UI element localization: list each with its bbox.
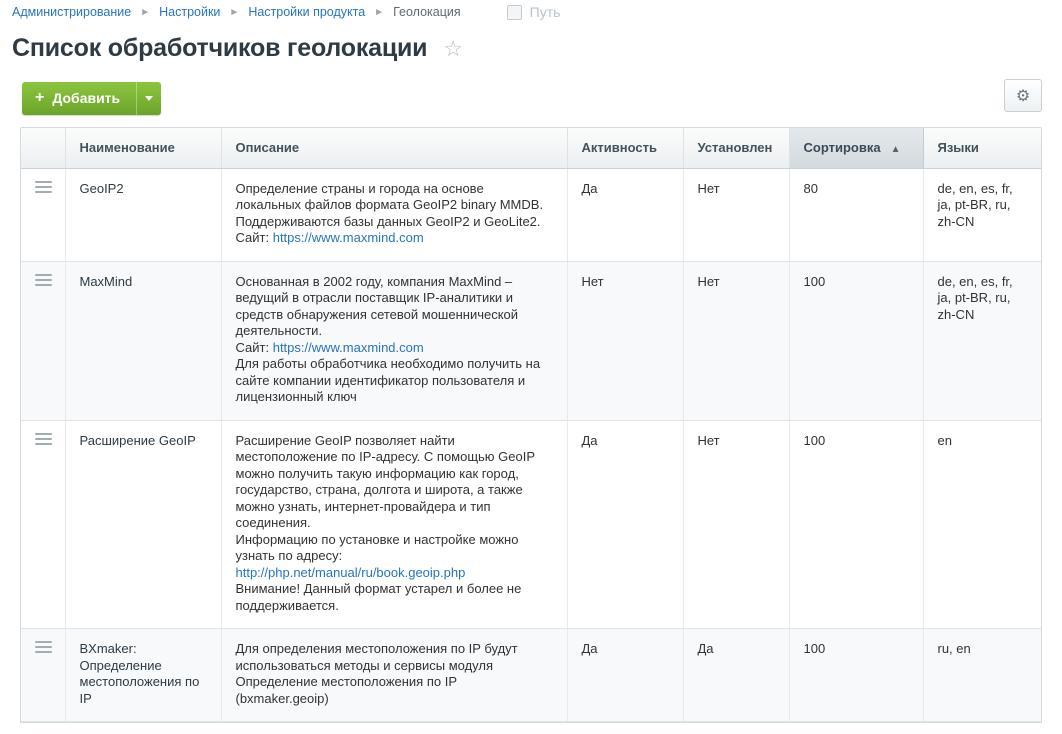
page-title: Список обработчиков геолокации (12, 34, 428, 62)
cell-active: Да (567, 629, 683, 722)
cell-sort: 100 (789, 261, 923, 420)
cell-description (221, 629, 567, 722)
gear-icon[interactable]: ⚙ (1004, 79, 1042, 112)
desc-line: использоваться методы и сервисы модуля (235, 657, 494, 673)
desc-line: можно узнать, интернет-провайдера и тип (235, 498, 491, 514)
cell-sort: 100 (789, 420, 923, 629)
site-prefix: Сайт: (235, 339, 273, 355)
cell-description (221, 420, 567, 629)
desc-line: поддерживается. (235, 597, 339, 613)
table-row[interactable] (21, 261, 1041, 420)
star-icon[interactable]: ☆ (443, 35, 464, 61)
add-button-dropdown[interactable] (136, 82, 161, 115)
cell-name (65, 420, 221, 629)
row-drag-handle[interactable] (21, 261, 65, 420)
desc-site-line (236, 230, 555, 247)
breadcrumb-separator-icon: ► (374, 6, 385, 18)
breadcrumb-item-0[interactable]: Администрирование (12, 5, 132, 19)
handler-name: BXmaker: Определение местоположения по IP (79, 641, 200, 706)
cell-languages: de, en, es, fr, ja, pt-BR, ru, zh-CN (923, 261, 1041, 420)
column-header-installed[interactable]: Установлен (683, 128, 789, 168)
drag-handle-icon[interactable] (35, 641, 52, 656)
desc-line: ведущий в отрасли поставщик IP-аналитики и (235, 290, 514, 305)
drag-handle-icon[interactable] (35, 433, 52, 448)
column-header-active[interactable]: Активность (567, 128, 683, 168)
path-checkbox[interactable] (507, 5, 522, 20)
cell-languages: ru, en (923, 629, 1041, 722)
desc-line: Для определения местоположения по IP будут (235, 641, 518, 656)
cell-installed: Да (683, 629, 789, 722)
table-row[interactable] (21, 629, 1041, 722)
cell-sort: 100 (789, 629, 923, 722)
sort-asc-icon: ▲ (890, 143, 901, 155)
desc-line: Для работы обработчика необходимо получить на (235, 356, 541, 371)
desc-line: можно получить такую информацию как город, (235, 465, 519, 481)
cell-sort: 80 (789, 168, 923, 261)
table-row[interactable] (21, 168, 1041, 261)
handler-name: GeoIP2 (79, 180, 124, 196)
cell-active: Да (567, 420, 683, 629)
handler-name: Расширение GeoIP (79, 432, 196, 448)
cell-name (65, 168, 221, 261)
desc-site-line (236, 565, 555, 582)
table-header-row (21, 128, 1041, 168)
drag-handle-icon[interactable] (35, 181, 52, 196)
column-header-sort[interactable] (789, 128, 923, 168)
breadcrumb-separator-icon: ► (229, 6, 240, 18)
geolocation-handlers-grid (20, 127, 1042, 723)
desc-line: Внимание! Данный формат устарел и более не (235, 581, 522, 596)
cell-description (221, 168, 567, 261)
title-row (0, 26, 1062, 65)
site-link[interactable]: http://php.net/manual/ru/book.geoip.php (235, 564, 466, 580)
desc-line: Определение страны и города на основе (235, 180, 484, 196)
desc-line: лицензионный ключ (235, 389, 357, 404)
desc-line: деятельности. (235, 323, 323, 338)
row-drag-handle[interactable] (21, 629, 65, 722)
breadcrumb-item-3: Геолокация (393, 5, 461, 19)
drag-handle-icon[interactable] (35, 274, 52, 289)
row-drag-handle[interactable] (21, 420, 65, 629)
cell-name (65, 629, 221, 722)
row-drag-handle[interactable] (21, 168, 65, 261)
desc-line: средств обнаружения сетевой мошеннической (235, 306, 519, 322)
cell-languages: de, en, es, fr, ja, pt-BR, ru, zh-CN (923, 168, 1041, 261)
desc-site-line (236, 340, 555, 357)
desc-line: соединения. (235, 515, 311, 530)
desc-line: сайте компании идентификатор пользователя и (235, 372, 526, 388)
desc-line: Основанная в 2002 году, компания MaxMind – (235, 273, 513, 289)
table-body (21, 168, 1041, 722)
desc-line: местоположение по IP-адресу. С помощью GeoIP (235, 449, 536, 464)
desc-line: (bxmaker.geoip) (235, 690, 329, 706)
cell-installed: Нет (683, 261, 789, 420)
path-label: Путь (529, 4, 561, 20)
column-header-handle (21, 128, 65, 168)
breadcrumb (0, 0, 1062, 26)
add-button[interactable] (22, 82, 136, 115)
site-link[interactable]: https://www.maxmind.com (272, 339, 424, 355)
chevron-down-icon (145, 96, 153, 101)
add-button-group[interactable] (22, 82, 161, 115)
desc-line: государство, страна, долгота и широта, а также (235, 482, 523, 497)
cell-installed: Нет (683, 168, 789, 261)
column-header-languages[interactable]: Языки (923, 128, 1041, 168)
cell-installed: Нет (683, 420, 789, 629)
cell-languages: en (923, 420, 1041, 629)
column-header-name[interactable]: Наименование (65, 128, 221, 168)
toolbar (0, 65, 1062, 127)
cell-active: Нет (567, 261, 683, 420)
column-header-sort-label: Сортировка (803, 139, 881, 155)
desc-line: локальных файлов формата GeoIP2 binary MMDB. (235, 197, 544, 212)
desc-line: Информацию по установке и настройке можно (235, 531, 519, 547)
table-row[interactable] (21, 420, 1041, 629)
breadcrumb-item-2[interactable]: Настройки продукта (248, 5, 366, 19)
breadcrumb-item-1[interactable]: Настройки (159, 5, 221, 19)
site-prefix: Сайт: (235, 230, 273, 245)
cell-name (65, 261, 221, 420)
add-button-label: Добавить (52, 90, 121, 106)
plus-icon: + (35, 89, 45, 106)
column-header-description[interactable]: Описание (221, 128, 567, 168)
handler-name: MaxMind (79, 273, 133, 289)
cell-description (221, 261, 567, 420)
cell-active: Да (567, 168, 683, 261)
desc-line: Расширение GeoIP позволяет найти (235, 432, 455, 448)
site-link[interactable]: https://www.maxmind.com (272, 230, 424, 245)
breadcrumb-path-toggle[interactable] (507, 4, 561, 20)
desc-line: Определение местоположения по IP (235, 674, 457, 689)
desc-line: узнать по адресу: (235, 548, 343, 563)
desc-line: Поддерживаются базы данных GeoIP2 и GeoLite2. (235, 213, 541, 229)
breadcrumb-separator-icon: ► (140, 6, 151, 18)
